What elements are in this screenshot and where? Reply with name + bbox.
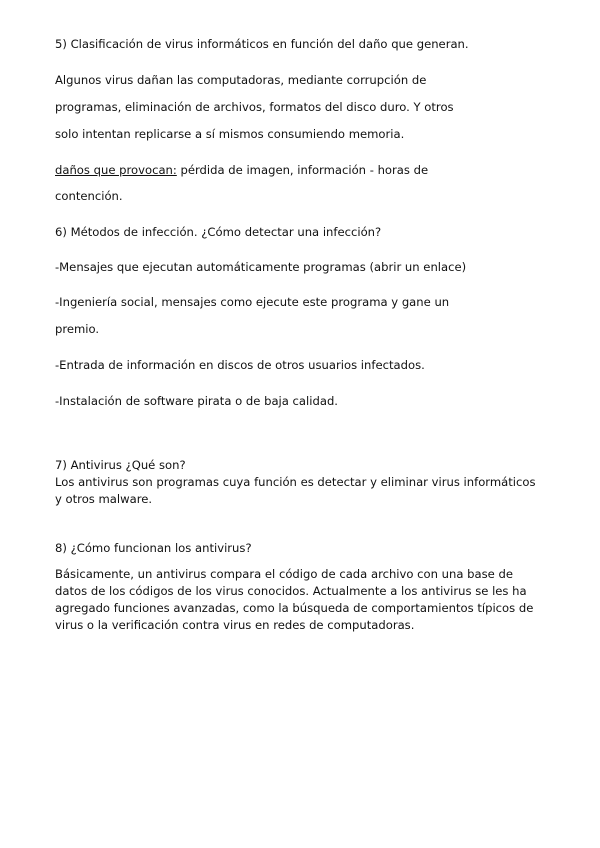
q7-heading: 7) Antivirus ¿Qué son? — [55, 458, 186, 472]
q5-damages-continuation: contención. — [55, 189, 123, 203]
q5-paragraph-line-2: programas, eliminación de archivos, formatos del disco duro. Y otros — [55, 100, 454, 114]
damages-label: daños que provocan: — [55, 163, 177, 177]
q6-heading: 6) Métodos de infección. ¿Cómo detectar una infección? — [55, 225, 382, 239]
q8-paragraph: Básicamente, un antivirus compara el código de cada archivo con una base de datos de los códigos de los virus conocidos. Actualmente a los antivirus se les ha agregado funciones avanzadas, como la búsqueda de comportamientos típicos de virus o la verificación contra virus en redes de computadoras. — [55, 567, 534, 632]
damages-text: pérdida de imagen, información - horas de — [176, 163, 429, 177]
q6-item: -Mensajes que ejecutan automáticamente programas (abrir un enlace) — [55, 260, 467, 274]
q8-heading: 8) ¿Cómo funcionan los antivirus? — [55, 541, 252, 555]
q6-item: -Ingeniería social, mensajes como ejecute este programa y gane un — [55, 295, 450, 309]
q6-item: -Entrada de información en discos de otros usuarios infectados. — [55, 358, 425, 372]
q5-paragraph-line-3: solo intentan replicarse a sí mismos consumiendo memoria. — [55, 127, 405, 141]
q5-paragraph-line-1: Algunos virus dañan las computadoras, mediante corrupción de — [55, 73, 427, 87]
q5-heading: 5) Clasificación de virus informáticos en función del daño que generan. — [55, 37, 469, 51]
q6-item-continuation: premio. — [55, 322, 100, 336]
q5-damages-line — [55, 162, 428, 178]
q6-item: -Instalación de software pirata o de baja calidad. — [55, 394, 338, 408]
q7-paragraph: Los antivirus son programas cuya función es detectar y eliminar virus informáticos y otros malware. — [55, 475, 536, 506]
